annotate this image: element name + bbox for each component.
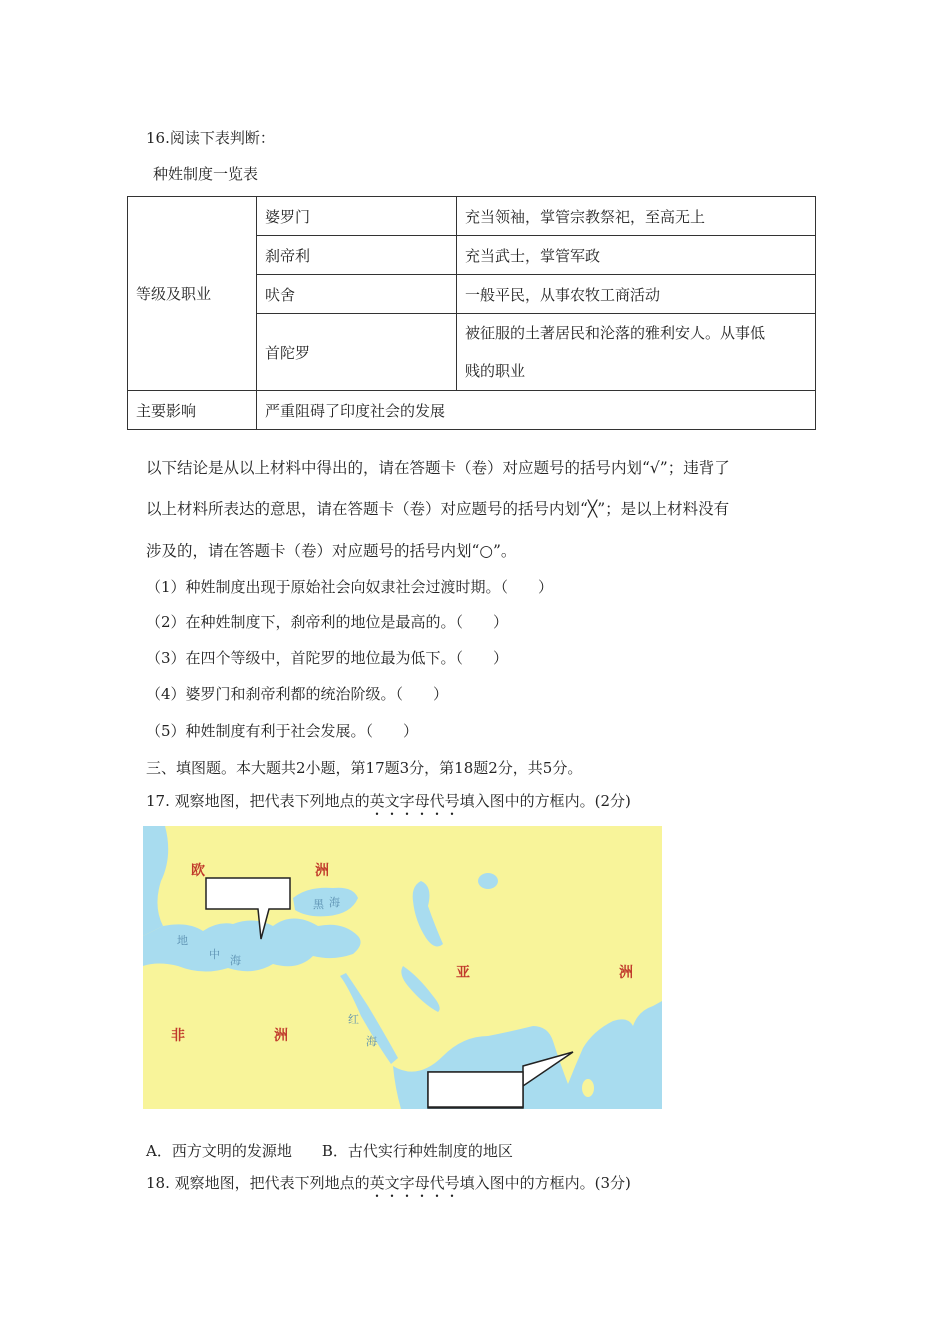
statement-item: （5）种姓制度有利于社会发展。（ ） [146,722,419,740]
caste-role: 充当领袖，掌管宗教祭祀，至高无上 [457,197,816,236]
label-mediterranean: 海 [230,954,241,967]
caste-name: 吠舍 [257,275,457,314]
label-europe: 欧 [191,863,205,879]
caste-name: 婆罗门 [257,197,457,236]
label-black-sea: 黑 [313,898,324,911]
map-figure [143,826,662,1109]
caste-role: 被征服的土著居民和沦落的雅利安人。从事低 贱的职业 [457,314,816,391]
statement-item: （2）在种姓制度下，刹帝利的地位是最高的。（ ） [146,613,509,631]
label-europe: 洲 [315,863,329,879]
impact-label: 主要影响 [128,391,257,430]
label-asia: 洲 [619,965,633,981]
label-africa: 非 [171,1028,185,1044]
instruction-line: 以下结论是从以上材料中得出的，请在答题卡（卷）对应题号的括号内划“√”；违背了 [146,459,730,477]
aral-sea [478,873,498,889]
statement-item: （1）种姓制度出现于原始社会向奴隶社会过渡时期。（ ） [146,578,554,596]
q17-options: A．西方文明的发源地 B．古代实行种姓制度的地区 [146,1142,513,1160]
label-mediterranean: 中 [209,948,220,961]
label-mediterranean: 地 [177,934,188,947]
label-asia: 亚 [456,965,470,981]
instruction-line: 以上材料所表达的意思，请在答题卡（卷）对应题号的括号内划“╳”；是以上材料没有 [146,500,730,518]
table-title: 种姓制度一览表 [153,165,259,183]
caste-name: 刹帝利 [257,236,457,275]
caste-role: 充当武士，掌管军政 [457,236,816,275]
answer-box-india-body [428,1072,523,1107]
q18-prompt: 18. 观察地图，把代表下列地点的英文字母代号填入图中的方框内。(3分) [146,1174,631,1192]
rank-label: 等级及职业 [128,197,257,391]
q16-title: 16.阅读下表判断： [146,129,275,147]
label-black-sea: 海 [329,896,340,909]
statement-item: （3）在四个等级中，首陀罗的地位最为低下。（ ） [146,649,509,667]
map-svg [143,826,662,1109]
label-red-sea: 海 [366,1035,377,1048]
caste-table [127,196,816,430]
impact-text: 严重阻碍了印度社会的发展 [257,391,816,430]
q17-prompt: 17. 观察地图，把代表下列地点的英文字母代号填入图中的方框内。(2分) [146,792,631,810]
section-heading: 三、填图题。本大题共2小题，第17题3分，第18题2分，共5分。 [146,759,583,777]
statement-item: （4）婆罗门和刹帝利都的统治阶级。（ ） [146,685,449,703]
caste-name: 首陀罗 [257,314,457,391]
caste-role: 一般平民，从事农牧工商活动 [457,275,816,314]
label-africa: 洲 [274,1028,288,1044]
instruction-line: 涉及的，请在答题卡（卷）对应题号的括号内划“○”。 [146,542,517,560]
sri-lanka [582,1079,594,1097]
label-red-sea: 红 [348,1013,359,1026]
